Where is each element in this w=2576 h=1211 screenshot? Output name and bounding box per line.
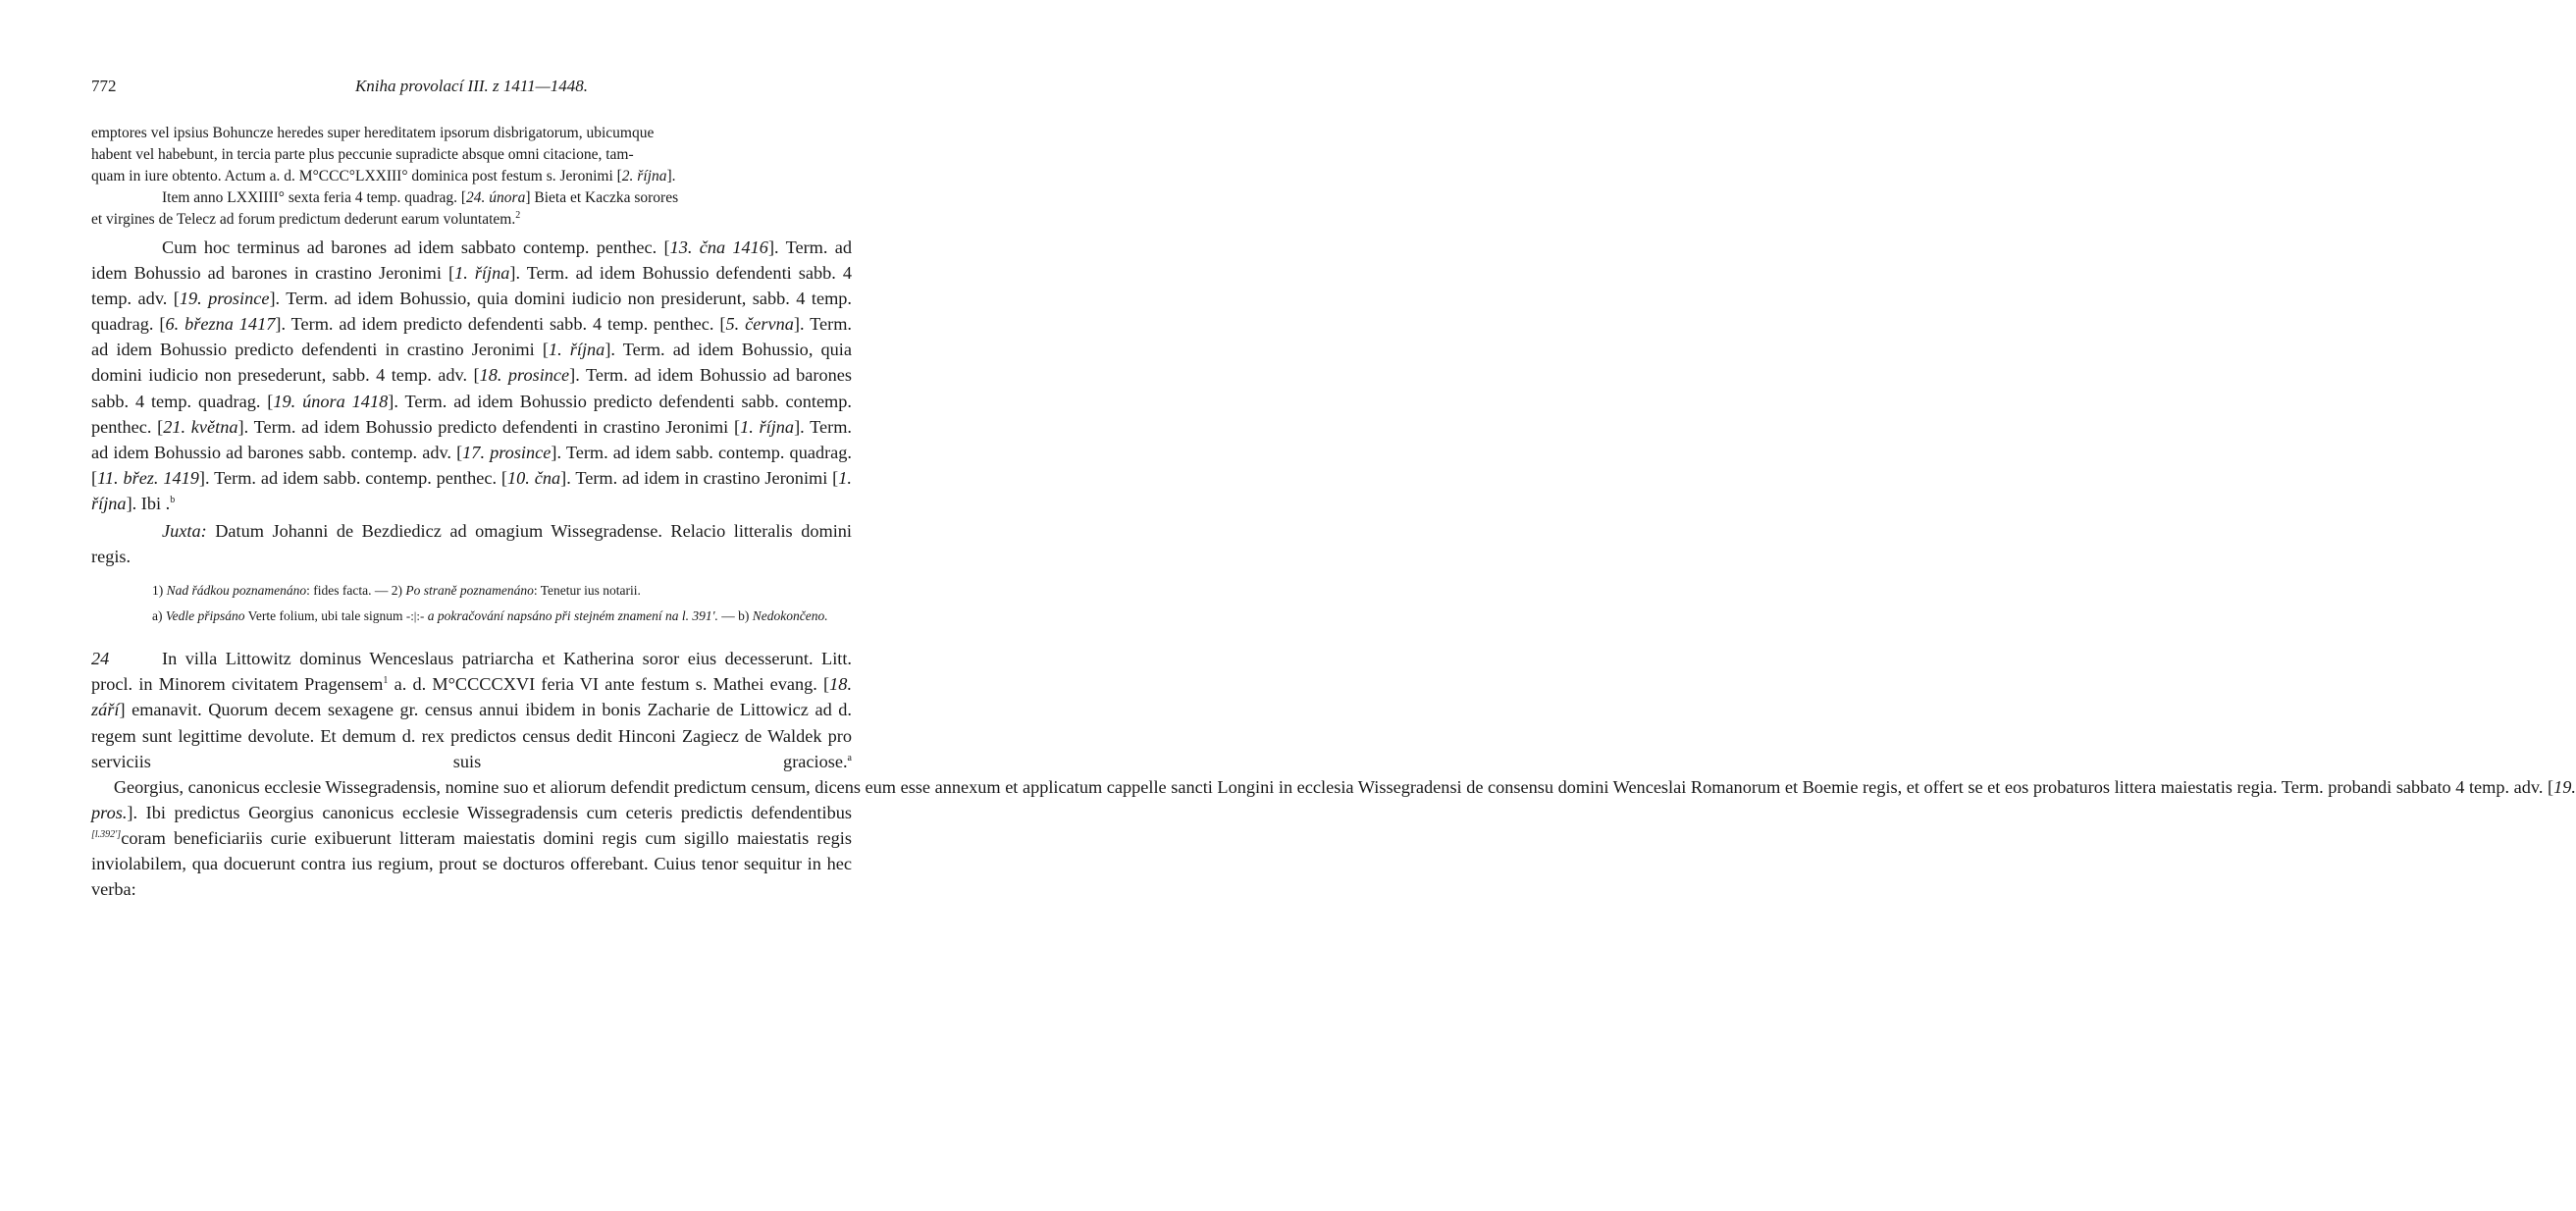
footnote-mark: 1) bbox=[152, 583, 164, 599]
page-number: 772 bbox=[91, 77, 117, 95]
date-gloss: 24. února bbox=[466, 189, 526, 206]
signum-mark: -:|:- bbox=[405, 608, 425, 624]
page bbox=[91, 77, 2576, 902]
term: Term. ad idem Bohussio predicto defendenti in crastino Jeronimi [1. října]. bbox=[253, 416, 811, 437]
text-line: quam in iure obtento. Actum a. d. M°CCC°LXXIII° dominica post festum s. Jeronimi [2. října]. bbox=[91, 168, 676, 184]
footnote-ref: b bbox=[170, 494, 176, 505]
term: Term. ad idem Bohussio, quia domini iudicio non presiderunt, sabb. 4 temp. quadrag. [6. března 1417]. bbox=[91, 289, 852, 335]
date-gloss: 19. února 1418 bbox=[273, 391, 389, 411]
term: Term. ad idem Bohussio predicto defendenti sabb. contemp. penthec. [21. května]. bbox=[91, 391, 852, 437]
text-line: et virgines de Telecz ad forum predictum dederunt earum voluntatem.$^2$ bbox=[91, 209, 521, 228]
text-line: Item anno LXXIIII° sexta feria 4 temp. quadrag. [24. února] Bieta et Kaczka sorores bbox=[162, 189, 679, 206]
term: Term. ad idem Bohussio defendenti sabb. 4 temp. adv. [19. prosince]. bbox=[91, 263, 852, 309]
footnote-mark: b) bbox=[738, 608, 750, 624]
date-gloss: 2. října bbox=[621, 168, 667, 184]
footnote-ref: 1 bbox=[383, 675, 389, 687]
footnotes bbox=[91, 581, 852, 626]
folio-ref: [l.392'] bbox=[91, 828, 122, 840]
date-gloss: 18. prosince bbox=[479, 365, 570, 386]
date-gloss: 11. břez. 1419 bbox=[97, 467, 199, 488]
date-gloss: 5. června bbox=[725, 314, 794, 335]
terms-paragraph bbox=[91, 235, 852, 516]
term: Term. ad idem Bohussio ad barones in crastino Jeronimi [1. října]. bbox=[91, 237, 852, 284]
footnote: 1) Nad řádkou poznamenáno: fides facta. — 2) Po straně poznamenáno: Tenetur ius notarii. bbox=[152, 583, 641, 599]
date-gloss: 1. října bbox=[548, 340, 605, 360]
continued-entry bbox=[91, 123, 852, 231]
footnote-ref: 2 bbox=[515, 209, 521, 221]
term: Term. ad idem Bohussio, quia domini iudicio non presederunt, sabb. 4 temp. adv. [18. prosince]. bbox=[91, 340, 852, 386]
term: Term. ad idem sabb. contemp. quadrag. [11. břez. 1419]. bbox=[91, 442, 852, 488]
text-line: habent vel habebunt, in tercia parte plus peccunie supradicte absque omni citacione, tam- bbox=[91, 146, 634, 163]
term: Term. ad idem Bohussio predicto defendenti in crastino Jeronimi [1. října]. bbox=[91, 314, 852, 360]
term: Term. ad idem Bohussio ad barones sabb. 4 temp. quadrag. [19. února 1418]. bbox=[91, 365, 852, 411]
footnote-mark: 2) bbox=[391, 583, 402, 599]
term: Term. ad idem Bohussio ad barones sabb. contemp. adv. [17. prosince]. bbox=[91, 416, 853, 462]
date-gloss: 21. května bbox=[163, 416, 238, 437]
running-title: Kniha provolací III. z 1411—1448. bbox=[354, 77, 589, 95]
entry-number: 24 bbox=[91, 649, 110, 669]
footnote-mark: a) bbox=[152, 608, 163, 624]
date-gloss: 18. září bbox=[91, 674, 853, 720]
date-gloss: 6. března 1417 bbox=[165, 314, 276, 335]
juxta-text: Datum Johanni de Bezdiedicz ad omagium Wissegradense. Relacio litteralis domini regis. bbox=[91, 521, 852, 567]
date-gloss: 17. prosince bbox=[462, 442, 552, 462]
term: Term. ad idem predicto defendenti sabb. 4 temp. penthec. [5. června]. bbox=[290, 314, 811, 335]
date-gloss: 1. října bbox=[454, 263, 510, 284]
date-gloss: 10. čna bbox=[507, 467, 561, 488]
date-gloss: 19. prosince bbox=[179, 289, 270, 309]
date-gloss: 13. čna 1416 bbox=[669, 237, 768, 257]
running-head bbox=[91, 77, 852, 106]
footnote: a) Vedle připsáno Verte folium, ubi tale signum -:|:- a pokračování napsáno při stejném znamení na l. 391'. — b) Nedokončeno. bbox=[152, 608, 828, 624]
term: Term. ad idem sabb. contemp. penthec. [10. čna]. bbox=[214, 467, 576, 488]
entry-24: 24 In villa Littowitz dominus Wenceslaus patriarcha et Katherina soror eius decesserunt. Litt. procl. in Minorem civitatem Pragensem$^1$ a. d. M°CCCCXVI feria VI ante festum s. Mathei evang. [18. září] emanavit. Quorum decem sexagene gr. census annui ibidem in bonis Zacharie de Littowicz ad d. regem sunt legittime devolute. Et demum d. rex predictos census dedit Hinconi Zagiecz de Waldek pro serviciis suis graciose.$^a$ Georgius, canonicus ecclesie Wissegradensis, nomine suo et aliorum defendit predictum censum, dicens eum esse annexum et applicatum cappelle sancti Longini in ecclesia Wissegradensi de consensu domini Wenceslai Romanorum et Boemie regis, et offert se et eos probaturos littera maiestatis regia. Term. probandi sabbato 4 temp. adv. [19. pros.]. Ibi predictus Georgius canonicus ecclesie Wissegradensis cum ceteris predictis defendentibus [l.392']coram beneficiariis curie exibuerunt litteram maiestatis domini regis cum sigillo maiestatis regis inviolabilem, qua docuerunt contra ius regium, prout se docturos offerebant. Cuius tenor sequitur in hec verba: bbox=[91, 646, 852, 902]
term: Term. ad idem in crastino Jeronimi [1. října]. Ibi .$^b$ bbox=[91, 467, 852, 513]
date-gloss: 19. pros. bbox=[91, 776, 2576, 822]
footnote-ref: a bbox=[847, 752, 852, 763]
term: Cum hoc terminus ad barones ad idem sabbato contemp. penthec. [13. čna 1416]. bbox=[162, 237, 786, 257]
juxta-paragraph bbox=[91, 518, 852, 569]
date-gloss: 1. října bbox=[740, 416, 795, 437]
juxta-label: Juxta: bbox=[162, 521, 207, 542]
text-line: emptores vel ipsius Bohuncze heredes super hereditatem ipsorum disbrigatorum, ubicumque bbox=[91, 125, 655, 141]
date-gloss: 1. října bbox=[91, 467, 852, 513]
